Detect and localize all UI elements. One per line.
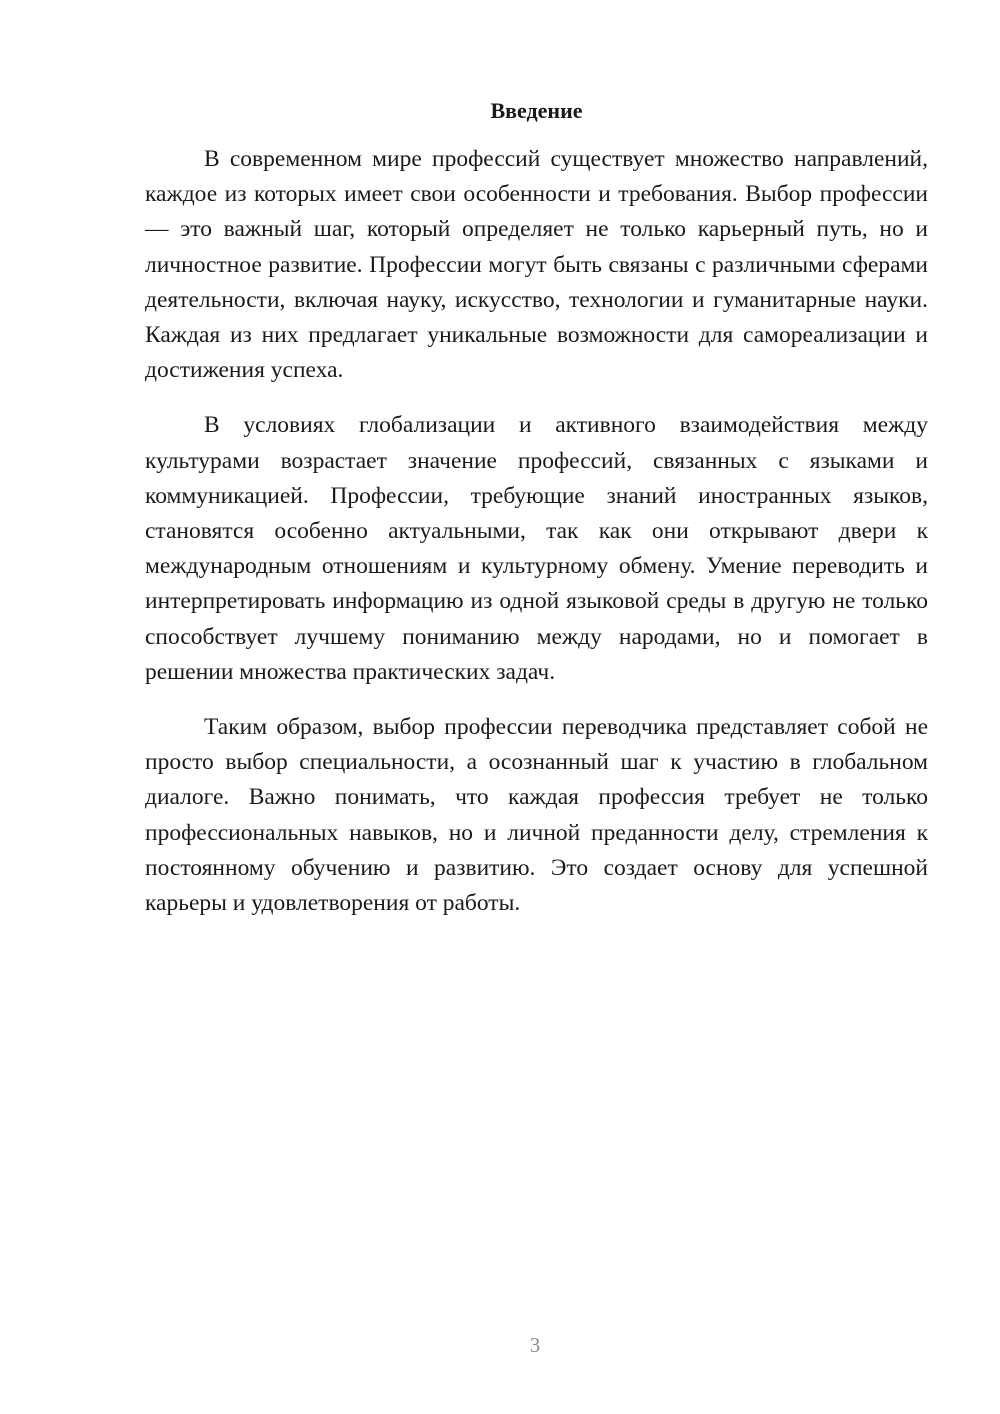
page-number: 3	[529, 1333, 541, 1357]
page-title: Введение	[490, 98, 583, 123]
paragraph-1: В современном мире профессий существует множество направлений, каждое из которых имеет свои особенности и требования. Выбор профессии — это важный шаг, который определяет не только карьерный путь, но и личностное развитие. Профессии могут быть связаны с различными сферами деятельности, включая науку, искусство, технологии и гуманитарные науки. Каждая из них предлагает уникальные возможности для самореализации и достижения успеха.	[145, 146, 928, 384]
paragraph-3: Таким образом, выбор профессии переводчика представляет собой не просто выбор специальности, а осознанный шаг к участию в глобальном диалоге. Важно понимать, что каждая профессия требует не только профессиональных навыков, но и личной преданности делу, стремления к постоянному обучению и развитию. Это создает основу для успешной карьеры и удовлетворения от работы.	[145, 714, 928, 917]
document-body	[145, 142, 928, 941]
paragraph-2: В условиях глобализации и активного взаимодействия между культурами возрастает значение профессий, связанных с языками и коммуникацией. Профессии, требующие знаний иностранных языков, становятся особенно актуальными, так как они открывают двери к международным отношениям и культурному обмену. Умение переводить и интерпретировать информацию из одной языковой среды в другую не только способствует лучшему пониманию между народами, но и помогает в решении множества практических задач.	[145, 412, 928, 685]
